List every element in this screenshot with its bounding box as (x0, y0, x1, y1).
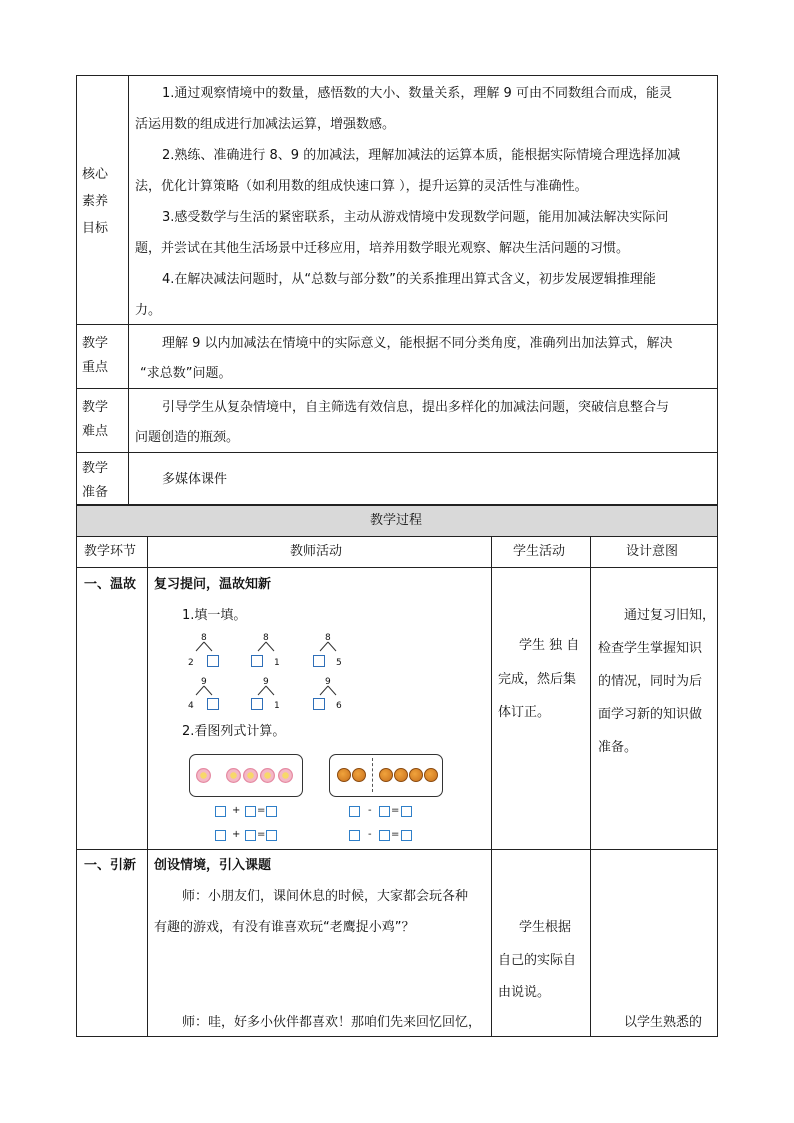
difficulty-line-2: 问题创造的瓶颈。 (135, 430, 240, 445)
decomp-2-left-box[interactable] (251, 655, 263, 667)
goals-line-7: 4.在解决减法问题时，从“总数与部分数”的关系推理出算式含义，初步发展逻辑推理能 (162, 272, 656, 287)
add-eq1-box3[interactable] (266, 806, 277, 817)
basketball-icon (394, 768, 408, 782)
prep-label-2: 准备 (82, 485, 109, 500)
goals-line-5: 3.感受数学与生活的紧密联系，主动从游戏情境中发现数学问题，能用加减法解决实际问 (162, 210, 669, 225)
add-eq1-plus: + (232, 805, 241, 816)
stage-review: 一、温故 (84, 577, 137, 592)
goals-line-4: 法，优化计算策略（如利用数的组成快速口算 ），提升运算的灵活性与准确性。 (135, 179, 588, 194)
basketball-icon (379, 768, 393, 782)
review-intent-line-1: 通过复习旧知， (624, 608, 716, 623)
review-intent-line-4: 面学习新的知识做 (598, 707, 703, 722)
difficulty-label-2: 难点 (82, 424, 109, 439)
decomp-3-whole: 8 (325, 633, 331, 643)
decomp-2-right: 1 (274, 658, 280, 668)
review-student-line-3: 体订正。 (498, 705, 551, 720)
basketball-icon (352, 768, 366, 782)
key-points-line-1: 理解 9 以内加减法在情境中的实际意义，能根据不同分类角度，准确列出加法算式，解决 (162, 336, 673, 351)
difficulty-line-1: 引导学生从复杂情境中，自主筛选有效信息，提出多样化的加减法问题，突破信息整合与 (162, 400, 670, 415)
header-teacher: 教师活动 (290, 544, 343, 559)
flower-icon (226, 768, 241, 783)
add-eq1-equals: = (257, 805, 266, 816)
divider-dashed (372, 758, 373, 792)
review-heading: 复习提问，温故知新 (154, 577, 272, 592)
review-student-line-1: 学生 独 自 (519, 638, 580, 653)
difficulty-label-1: 教学 (82, 400, 109, 415)
add-eq2-equals: = (257, 829, 266, 840)
intro-teacher-line-2: 有趣的游戏，有没有谁喜欢玩“老鹰捉小鸡”？ (154, 920, 415, 935)
intro-student-line-1: 学生根据 (519, 920, 572, 935)
intro-teacher-line-3: 师：哇，好多小伙伴都喜欢！那咱们先来回忆回忆， (182, 1015, 482, 1030)
flower-icon (260, 768, 275, 783)
goals-line-1: 1.通过观察情境中的数量，感悟数的大小、数量关系，理解 9 可由不同数组合而成，能灵 (162, 86, 672, 101)
header-stage: 教学环节 (84, 544, 137, 559)
key-points-line-2: “求总数”问题。 (140, 366, 232, 381)
decomp-3-right: 5 (336, 658, 342, 668)
sub-eq2-box3[interactable] (401, 830, 412, 841)
decomp-4-right-box[interactable] (207, 698, 219, 710)
sub-eq2-box1[interactable] (349, 830, 360, 841)
key-points-label-2: 重点 (82, 360, 109, 375)
basketball-icon (424, 768, 438, 782)
goals-label-line-2: 素养 (82, 194, 109, 209)
sub-eq1-box2[interactable] (379, 806, 390, 817)
flower-icon (196, 768, 211, 783)
add-eq2-plus: + (232, 829, 241, 840)
review-intent-line-5: 准备。 (598, 740, 638, 755)
sub-eq1-equals: = (391, 805, 400, 816)
decomp-5-left-box[interactable] (251, 698, 263, 710)
decomp-1-whole: 8 (201, 633, 207, 643)
sub-eq2-minus: - (368, 829, 372, 840)
decomp-5-whole: 9 (263, 677, 269, 687)
review-student-line-2: 完成，然后集 (498, 672, 577, 687)
decomp-6-right: 6 (336, 701, 342, 711)
sub-eq1-box3[interactable] (401, 806, 412, 817)
add-eq1-box1[interactable] (215, 806, 226, 817)
decomp-4-left: 4 (188, 701, 194, 711)
prep-label-1: 教学 (82, 461, 109, 476)
goals-line-8: 力。 (135, 303, 162, 318)
goals-label-line-1: 核心 (82, 167, 109, 182)
sub-eq2-box2[interactable] (379, 830, 390, 841)
add-eq2-box1[interactable] (215, 830, 226, 841)
key-points-label-1: 教学 (82, 336, 109, 351)
decomp-6-left-box[interactable] (313, 698, 325, 710)
picture-calc-label: 2.看图列式计算。 (182, 724, 286, 739)
decomp-1-left: 2 (188, 658, 194, 668)
sub-eq2-equals: = (391, 829, 400, 840)
intro-student-line-2: 自己的实际自 (498, 953, 577, 968)
goals-line-3: 2.熟练、准确进行 8、9 的加减法，理解加减法的运算本质，能根据实际情境合理选择加减 (162, 148, 681, 163)
review-intent-line-2: 检查学生掌握知识 (598, 641, 703, 656)
intro-heading: 创设情境，引入课题 (154, 858, 272, 873)
decomp-3-left-box[interactable] (313, 655, 325, 667)
intro-intent-line-1: 以学生熟悉的 (624, 1015, 703, 1030)
add-eq2-box3[interactable] (266, 830, 277, 841)
header-student: 学生活动 (513, 544, 566, 559)
goals-line-2: 活运用数的组成进行加减法运算，增强数感。 (135, 117, 396, 132)
decomp-4-whole: 9 (201, 677, 207, 687)
decomp-5-right: 1 (274, 701, 280, 711)
prep-content: 多媒体课件 (162, 472, 228, 487)
review-intent-line-3: 的情况，同时为后 (598, 674, 703, 689)
fill-in-label: 1.填一填。 (182, 608, 247, 623)
basketball-icon (337, 768, 351, 782)
decomp-2-whole: 8 (263, 633, 269, 643)
sub-eq1-minus: - (368, 805, 372, 816)
add-eq2-box2[interactable] (245, 830, 256, 841)
decomp-6-whole: 9 (325, 677, 331, 687)
intro-teacher-line-1: 师：小朋友们，课间休息的时候，大家都会玩各种 (182, 889, 469, 904)
flower-picture (189, 754, 303, 797)
add-eq1-box2[interactable] (245, 806, 256, 817)
basketball-picture (329, 754, 443, 797)
goals-line-6: 题，并尝试在其他生活场景中迁移应用，培养用数学眼光观察、解决生活问题的习惯。 (135, 241, 630, 256)
sub-eq1-box1[interactable] (349, 806, 360, 817)
process-title: 教学过程 (370, 513, 423, 528)
goals-label-line-3: 目标 (82, 221, 109, 236)
basketball-icon (409, 768, 423, 782)
stage-intro: 一、引新 (84, 858, 137, 873)
flower-icon (243, 768, 258, 783)
decomp-1-right-box[interactable] (207, 655, 219, 667)
header-intent: 设计意图 (626, 544, 679, 559)
flower-icon (278, 768, 293, 783)
intro-student-line-3: 由说说。 (498, 985, 551, 1000)
